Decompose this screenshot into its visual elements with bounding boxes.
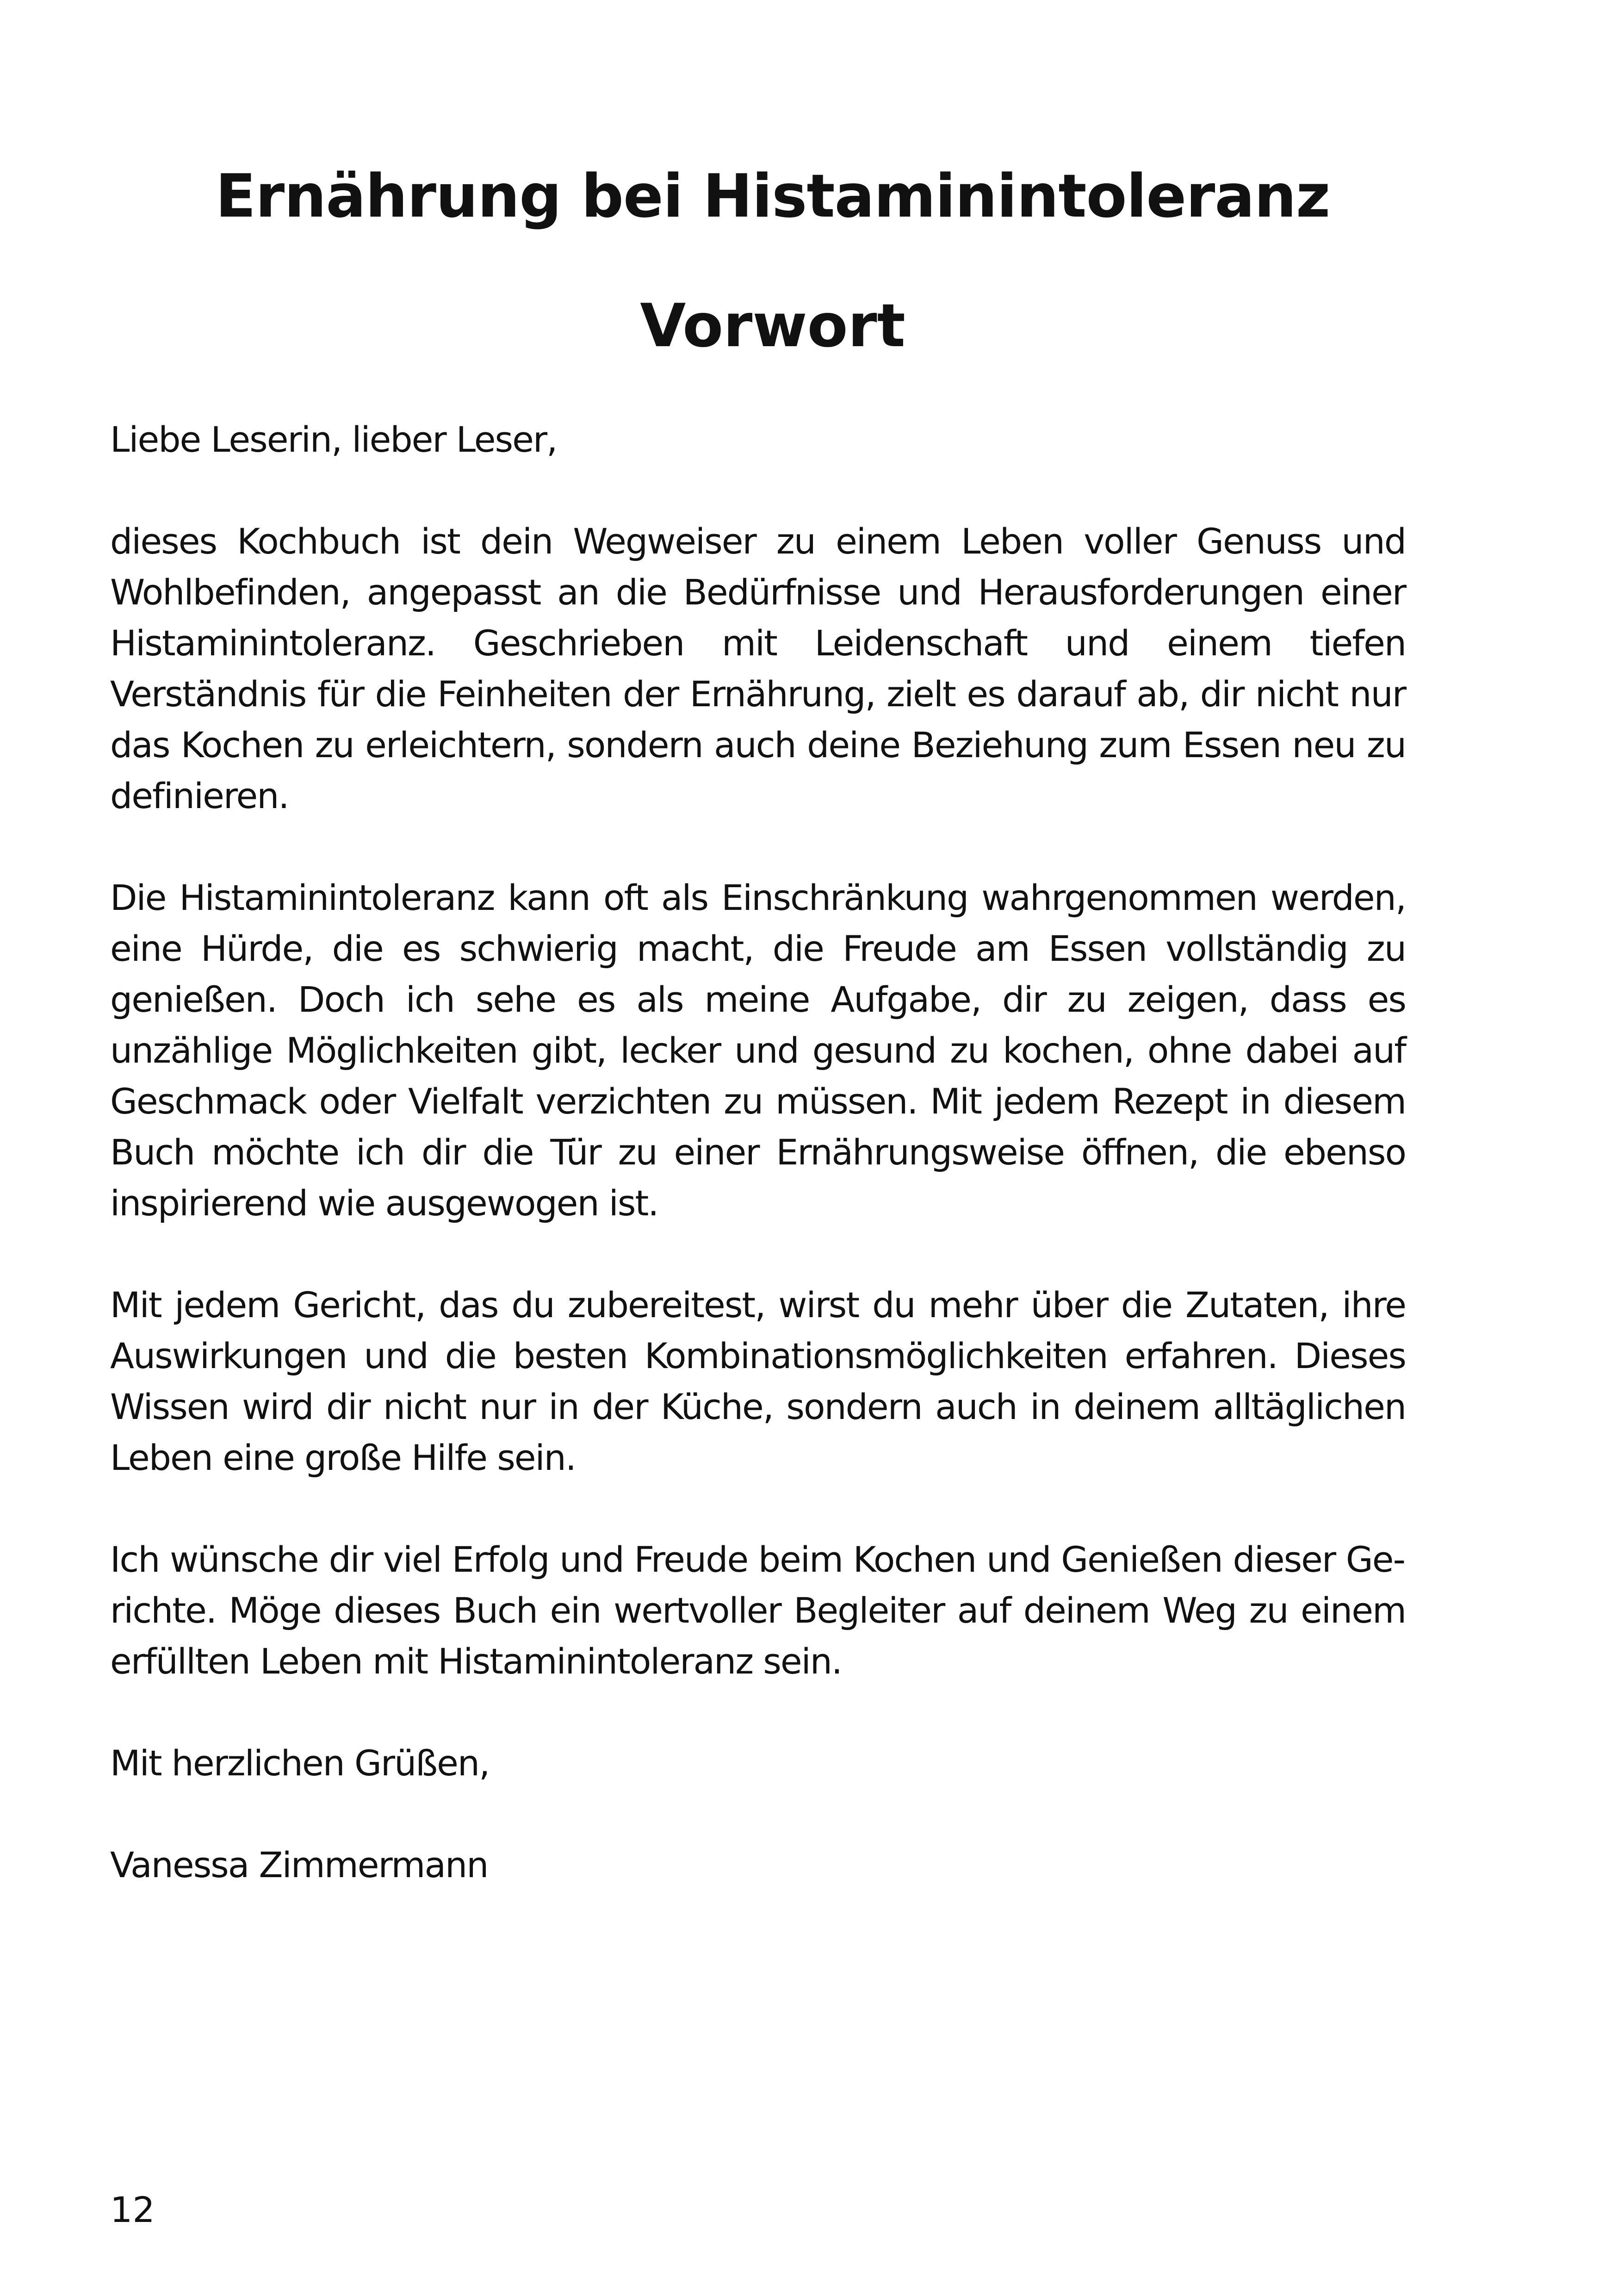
section-title: Vorwort bbox=[640, 292, 905, 361]
foreword-body bbox=[110, 414, 1406, 1941]
paragraph: Ich wünsche dir viel Erfolg und Freude beim Kochen und Genießen dieser Gerichte. Möge dieses Buch ein wertvoller Begleiter auf deinem Weg zu einem erfüllten Leben mit Histaminintoleranz sein. bbox=[110, 1539, 1406, 1682]
page-title: Ernährung bei Histaminintoleranz bbox=[215, 162, 1330, 231]
author-signature: Vanessa Zimmermann bbox=[110, 1844, 488, 1885]
salutation: Liebe Leserin, lieber Leser, bbox=[110, 419, 557, 460]
paragraph: Mit jedem Gericht, das du zubereitest, wirst du mehr über die Zutaten, ihre Auswirkungen und die besten Kombinationsmöglichkeiten erfahren. Dieses Wissen wird dir nicht nur in der Küche, sondern auch in deinem alltäglichen Leben eine große Hilfe sein. bbox=[110, 1284, 1406, 1478]
paragraph: dieses Kochbuch ist dein Wegweiser zu einem Leben voller Genuss und Wohlbefinden, angepasst an die Bedürfnisse und Herausforderungen einer Histaminintoleranz. Geschrieben mit Leidenschaft und einem tiefen Verständnis für die Feinheiten der Ernährung, zielt es darauf ab, dir nicht nur das Kochen zu erleichtern, sondern auch deine Beziehung zum Essen neu zu definieren. bbox=[110, 521, 1406, 816]
closing: Mit herzlichen Grüßen, bbox=[110, 1742, 490, 1784]
paragraph: Die Histaminintoleranz kann oft als Einschränkung wahrgenommen werden, eine Hürde, die es schwierig macht, die Freude am Essen vollständig zu genießen. Doch ich sehe es als meine Aufgabe, dir zu zeigen, dass es unzählige Möglichkeiten gibt, lecker und gesund zu kochen, ohne dabei auf Geschmack oder Vielfalt verzichten zu müssen. Mit jedem Rezept in diesem Buch möchte ich dir die Tür zu einer Ernährungsweise öffnen, die ebenso inspirierend wie ausgewogen ist. bbox=[110, 877, 1406, 1224]
page-number: 12 bbox=[110, 2189, 155, 2230]
